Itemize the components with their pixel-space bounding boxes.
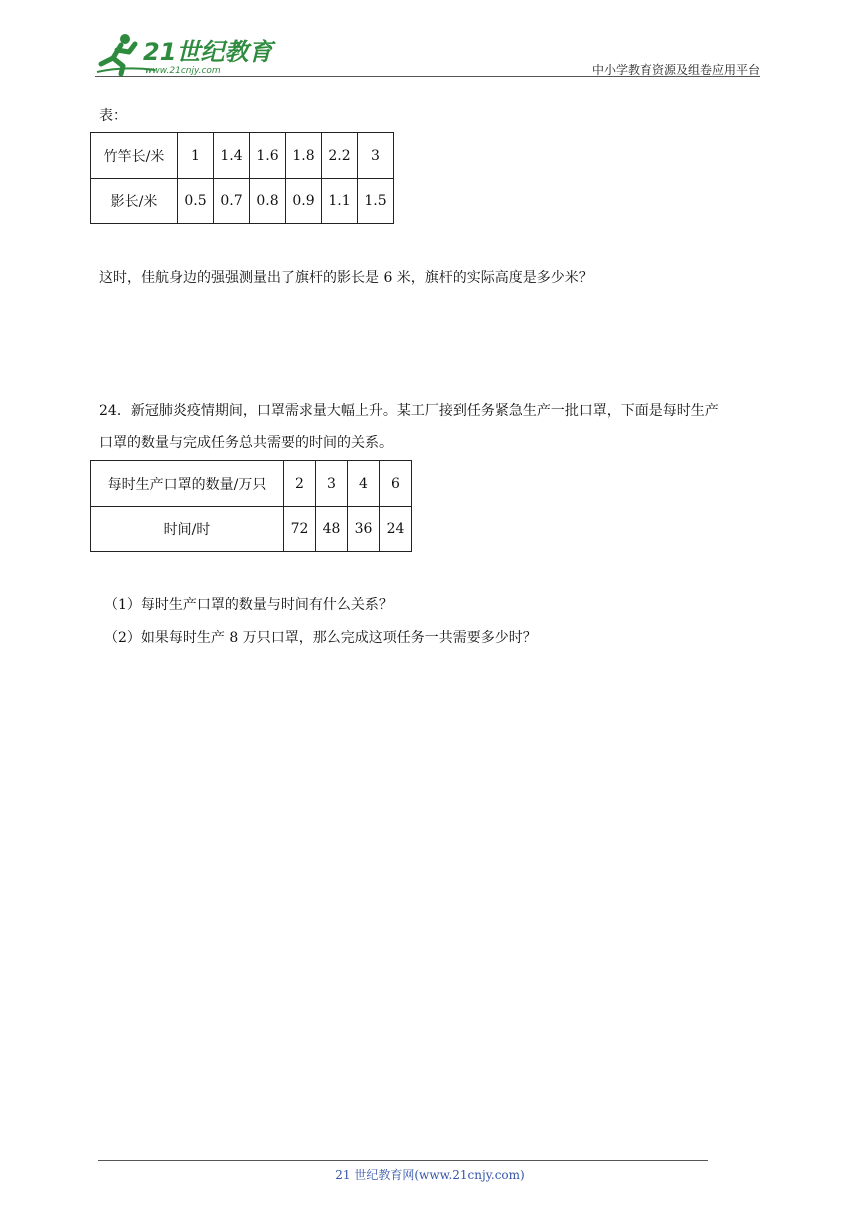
table-cell: 2 [284,461,316,507]
table-cell: 4 [348,461,380,507]
table-row [91,133,394,179]
table-cell: 0.7 [214,179,250,224]
svg-text:21世纪教育: 21世纪教育 [143,38,273,66]
footer-text: 21 世纪教育网(www.21cnjy.com) [335,1168,525,1182]
table-cell: 竹竿长/米 [91,133,178,179]
table-row [91,461,412,507]
header-divider [95,76,760,77]
table-cell: 48 [316,507,348,552]
table-cell: 72 [284,507,316,552]
table-cell: 1.1 [322,179,358,224]
problem-24-line-2: 口罩的数量与完成任务总共需要的时间的关系。 [99,435,393,451]
runner-logo-icon [95,30,295,76]
table-row [91,507,412,552]
table-row [91,179,394,224]
table-cell: 0.9 [286,179,322,224]
table-cell: 3 [316,461,348,507]
page-header [95,30,760,78]
platform-title: 中小学教育资源及组卷应用平台 [591,63,760,77]
table-intro: 表： [99,108,127,124]
table-cell: 2.2 [322,133,358,179]
table-cell: 3 [358,133,394,179]
table-cell: 0.8 [250,179,286,224]
table-cell: 时间/时 [91,507,284,552]
problem-24-line-1: 24．新冠肺炎疫情期间，口罩需求量大幅上升。某工厂接到任务紧急生产一批口罩，下面是每时生产 [99,403,719,419]
table-cell: 1.6 [250,133,286,179]
logo [95,30,295,76]
footer-divider [98,1160,708,1161]
sub-question-2: （2）如果每时生产 8 万只口罩，那么完成这项任务一共需要多少时？ [104,630,537,646]
shadow-table [90,132,394,224]
svg-text:www.21cnjy.com: www.21cnjy.com [145,66,221,76]
table-cell: 1 [178,133,214,179]
table-cell: 36 [348,507,380,552]
table-cell: 24 [380,507,412,552]
flagpole-question: 这时，佳航身边的强强测量出了旗杆的影长是 6 米，旗杆的实际高度是多少米？ [99,270,593,286]
table-cell: 每时生产口罩的数量/万只 [91,461,284,507]
mask-production-table [90,460,412,552]
sub-question-1: （1）每时生产口罩的数量与时间有什么关系？ [104,597,393,613]
table-cell: 0.5 [178,179,214,224]
table-cell: 1.5 [358,179,394,224]
table-cell: 6 [380,461,412,507]
table-cell: 1.8 [286,133,322,179]
table-cell: 影长/米 [91,179,178,224]
table-cell: 1.4 [214,133,250,179]
